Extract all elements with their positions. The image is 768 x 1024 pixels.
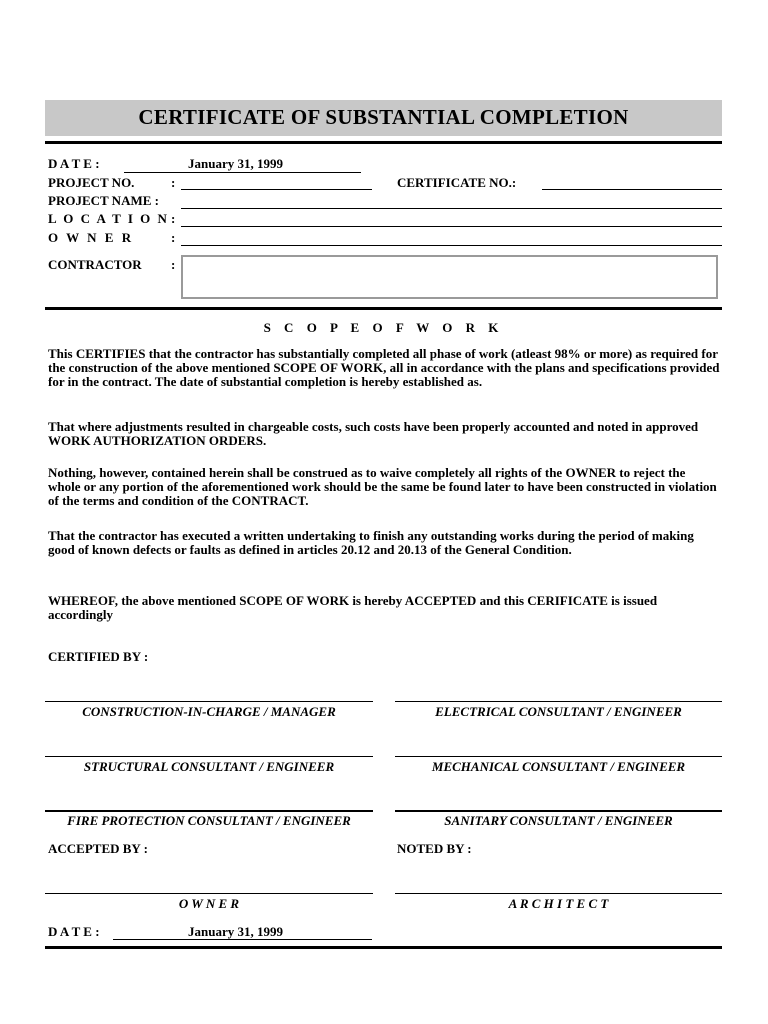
project-name-field[interactable] bbox=[181, 208, 722, 209]
location-colon: : bbox=[171, 211, 176, 226]
signatory-label: ELECTRICAL CONSULTANT / ENGINEER bbox=[435, 704, 682, 719]
header-rule bbox=[45, 307, 722, 310]
contractor-field[interactable] bbox=[181, 255, 718, 299]
date-label: D A T E : bbox=[48, 156, 100, 171]
signatory-label: STRUCTURAL CONSULTANT / ENGINEER bbox=[83, 759, 335, 774]
signature-line[interactable] bbox=[395, 701, 722, 702]
scope-paragraph: That the contractor has executed a written undertaking to finish any outstanding works during the period of making good of known defects or faults as defined in articles 20.12 and 20.13 of the General Condition. bbox=[48, 528, 694, 557]
location-field[interactable] bbox=[181, 226, 722, 227]
signature-line[interactable] bbox=[45, 810, 373, 812]
scope-paragraph: This CERTIFIES that the contractor has substantially completed all phase of work (atleast 98% or more) as required for the construction of the above mentioned SCOPE OF WORK, all in accordance with the plans and specifications provided for in the contract. The date of substantial completion is hereby established as. bbox=[48, 346, 720, 389]
location-label: L O C A T I O N bbox=[48, 211, 169, 226]
bottom-rule bbox=[45, 946, 722, 949]
footer-date-label: D A T E : bbox=[48, 924, 100, 939]
owner-signature-line[interactable] bbox=[45, 893, 373, 894]
signatory-label: MECHANICAL CONSULTANT / ENGINEER bbox=[431, 759, 686, 774]
footer-date-value[interactable]: January 31, 1999 bbox=[188, 924, 283, 939]
signature-line[interactable] bbox=[45, 756, 373, 757]
owner-label: O W N E R bbox=[48, 230, 132, 245]
architect-signature-line[interactable] bbox=[395, 893, 722, 894]
signatory-label: FIRE PROTECTION CONSULTANT / ENGINEER bbox=[67, 813, 351, 828]
project-name-label: PROJECT NAME : bbox=[48, 193, 159, 208]
signatory-label: SANITARY CONSULTANT / ENGINEER bbox=[444, 813, 673, 828]
scope-paragraph: That where adjustments resulted in chargeable costs, such costs have been properly accounted and noted in approved WORK AUTHORIZATION ORDERS. bbox=[48, 419, 699, 448]
scope-paragraph: Nothing, however, contained herein shall be construed as to waive completely all rights of the OWNER to reject the whole or any portion of the aforementioned work should be the same be found later to have been constructed in violation of the terms and condition of the CONTRACT. bbox=[48, 465, 717, 508]
top-rule bbox=[45, 141, 722, 144]
project-no-label: PROJECT NO. bbox=[48, 175, 135, 190]
certificate-no-field[interactable] bbox=[542, 189, 722, 190]
scope-title: S C O P E O F W O R K bbox=[263, 320, 504, 335]
page-title: CERTIFICATE OF SUBSTANTIAL COMPLETION bbox=[138, 105, 629, 129]
project-no-field[interactable] bbox=[181, 189, 372, 190]
signature-line[interactable] bbox=[45, 701, 373, 702]
certified-by-label: CERTIFIED BY : bbox=[48, 649, 149, 664]
architect-signatory-label: A R C H I T E C T bbox=[508, 896, 609, 911]
contractor-colon: : bbox=[171, 257, 176, 272]
signatory-label: CONSTRUCTION-IN-CHARGE / MANAGER bbox=[82, 704, 336, 719]
owner-field[interactable] bbox=[181, 245, 722, 246]
scope-paragraph: WHEREOF, the above mentioned SCOPE OF WORK is hereby ACCEPTED and this CERIFICATE is issued accordingly bbox=[48, 593, 658, 622]
contractor-label: CONTRACTOR bbox=[48, 257, 142, 272]
date-field-line bbox=[124, 172, 361, 173]
owner-signatory-label: O W N E R bbox=[178, 896, 240, 911]
certificate-no-label: CERTIFICATE NO.: bbox=[397, 175, 517, 190]
accepted-by-label: ACCEPTED BY : bbox=[48, 841, 148, 856]
project-no-colon: : bbox=[171, 175, 176, 190]
signature-line[interactable] bbox=[395, 810, 722, 812]
date-value[interactable]: January 31, 1999 bbox=[188, 156, 283, 171]
owner-colon: : bbox=[171, 230, 176, 245]
noted-by-label: NOTED BY : bbox=[397, 841, 472, 856]
signature-line[interactable] bbox=[395, 756, 722, 757]
